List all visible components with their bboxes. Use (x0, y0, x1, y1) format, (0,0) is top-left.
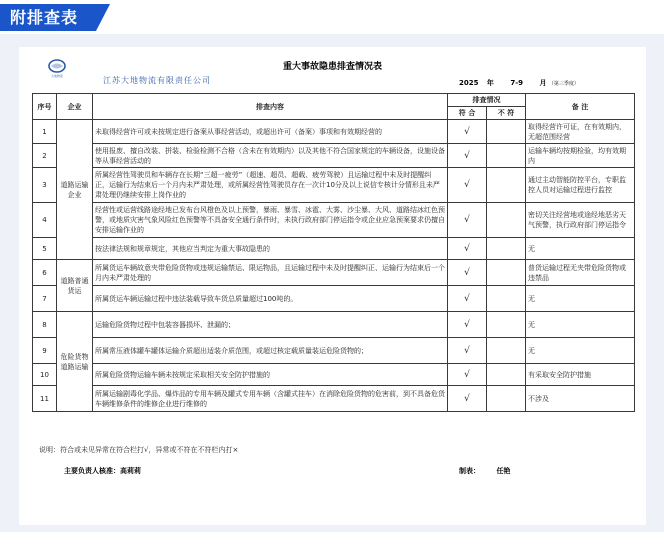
row-nonconform (487, 203, 526, 238)
table-row (33, 168, 635, 203)
row-content: 运输危险货物过程中包装容器损坏、泄漏的； (93, 312, 448, 338)
table-row (33, 120, 635, 144)
row-nonconform (487, 364, 526, 386)
row-conform: √ (448, 312, 487, 338)
hazard-table (32, 93, 635, 412)
reviewer-signature (64, 466, 141, 476)
table-row (33, 364, 635, 386)
reviewer-label: 主要负责人核准： (64, 467, 120, 475)
row-content: 所属货运车辆运输过程中违法装载导致车货总质量超过100吨的。 (93, 286, 448, 312)
row-conform: √ (448, 144, 487, 168)
row-conform: √ (448, 120, 487, 144)
row-content: 所属常压液体罐车罐体运输介质超出适装介质范围，或超过核定载质量装运危险货物的； (93, 338, 448, 364)
row-conform: √ (448, 286, 487, 312)
row-conform: √ (448, 386, 487, 412)
row-note: 不涉及 (526, 386, 635, 412)
reviewer-name: 高莉莉 (120, 467, 141, 475)
row-note: 无 (526, 286, 635, 312)
row-conform: √ (448, 168, 487, 203)
row-note: 普货运输过程无夹带危险货物或违禁品 (526, 260, 635, 286)
row-index: 11 (33, 386, 57, 412)
row-nonconform (487, 120, 526, 144)
row-index: 9 (33, 338, 57, 364)
header-index: 序号 (33, 94, 57, 120)
row-conform: √ (448, 238, 487, 260)
header-conform: 符 合 (448, 107, 487, 120)
bottom-strip (0, 532, 664, 547)
table-row (33, 312, 635, 338)
table-row (33, 260, 635, 286)
row-note: 通过主动智能防控平台，专职监控人员对运输过程进行监控 (526, 168, 635, 203)
row-content: 未取得经营许可或未按规定进行备案从事经营活动，或超出许可（备案）事项和有效期经营的 (93, 120, 448, 144)
period-year: 2025 (459, 79, 479, 87)
row-note: 有采取安全防护措施 (526, 364, 635, 386)
group-road-passenger: 道路运输企业 (57, 120, 93, 260)
section-title: 附排查表 (0, 4, 96, 31)
maker-label: 制表： (459, 467, 480, 475)
row-index: 3 (33, 168, 57, 203)
row-index: 1 (33, 120, 57, 144)
row-conform: √ (448, 338, 487, 364)
row-conform: √ (448, 260, 487, 286)
row-conform: √ (448, 364, 487, 386)
report-period (459, 78, 579, 88)
row-note: 无 (526, 312, 635, 338)
row-nonconform (487, 260, 526, 286)
row-index: 6 (33, 260, 57, 286)
row-nonconform (487, 168, 526, 203)
row-nonconform (487, 338, 526, 364)
row-content: 使用报废、擅自改装、拼装、检验检测不合格（含未在有效期内）以及其他不符合国家规定的车辆设备，设施设备等从事经营活动的 (93, 144, 448, 168)
table-row (33, 338, 635, 364)
row-content: 按法律法规和规章规定，其他应当判定为重大事故隐患的 (93, 238, 448, 260)
logo-text: 大地物流 (50, 74, 64, 78)
maker-signature (459, 466, 510, 476)
row-nonconform (487, 286, 526, 312)
period-months: 7-9 (510, 79, 524, 87)
header-nonconform: 不 符 (487, 107, 526, 120)
group-hazmat: 危险货物道路运输 (57, 312, 93, 412)
header-result: 排查情况 (448, 94, 526, 107)
row-note: 取得经营许可证，在有效期内，无超范围经营 (526, 120, 635, 144)
row-nonconform (487, 238, 526, 260)
row-note: 无 (526, 338, 635, 364)
row-nonconform (487, 386, 526, 412)
table-row (33, 386, 635, 412)
row-content: 所属经营性驾驶员和车辆存在长期“三超一疲劳”（超速、超员、超载、疲劳驾驶）且运输过程中未及时提醒纠正，运输行为结束后一个月内未严肃处理，或所属经营性驾驶员存在一次计10分及以上说信专核计分情形且未严肃处理仍继续安排上岗作业的 (93, 168, 448, 203)
group-road-freight: 道路普通货运 (57, 260, 93, 312)
row-note: 运输车辆均按期检验，均有效期内 (526, 144, 635, 168)
doc-title: 重大事故隐患排查情况表 (282, 62, 382, 72)
table-row (33, 203, 635, 238)
header-enterprise: 企业 (57, 94, 93, 120)
table-row (33, 144, 635, 168)
row-note: 密切关注经营地或途经地恶劣天气预警，执行政府部门停运指令 (526, 203, 635, 238)
row-content: 经营性或运营线路途经地已发布台风橙色及以上预警，暴雨、暴雪、冰雹、大雾、沙尘暴、大风、道路结冰红色预警，或地质灾害气象风险红色预警等不具备安全通行条件时，未执行政府部门停运指令或企业应急预案要求仍擅自安排运输作业的 (93, 203, 448, 238)
table-row (33, 238, 635, 260)
row-note: 无 (526, 238, 635, 260)
header-content: 排查内容 (93, 94, 448, 120)
row-index: 7 (33, 286, 57, 312)
table-row (33, 286, 635, 312)
row-content: 所属货运车辆故意夹带危险货物或违规运输禁运、限运物品，且运输过程中未及时提醒纠正、运输行为结束后一个月内未严肃处理的 (93, 260, 448, 286)
row-index: 2 (33, 144, 57, 168)
header-band (0, 0, 664, 34)
table-footnote: 说明：符合或未见异常在符合栏打√，异常或不符在不符栏内打× (39, 446, 239, 454)
document-page (19, 47, 646, 525)
row-conform: √ (448, 203, 487, 238)
row-content: 所属运输剧毒化学品、爆炸品的专用车辆及罐式专用车辆（含罐式挂车）在消除危险货物的危害前，到不具备危货车辆维修条件的维修企业进行维修的 (93, 386, 448, 412)
row-nonconform (487, 144, 526, 168)
row-index: 8 (33, 312, 57, 338)
maker-name: 任艳 (496, 467, 511, 475)
row-index: 10 (33, 364, 57, 386)
row-content: 所属危险货物运输车辆未按规定采取相关安全防护措施的 (93, 364, 448, 386)
header-note: 备 注 (526, 94, 635, 120)
company-name: 江苏大地物流有限责任公司 (103, 76, 211, 85)
period-quarter: （第三季度） (548, 81, 579, 87)
period-year-unit: 年 (486, 79, 494, 87)
row-index: 5 (33, 238, 57, 260)
row-index: 4 (33, 203, 57, 238)
row-nonconform (487, 312, 526, 338)
period-month-unit: 月 (539, 79, 547, 87)
